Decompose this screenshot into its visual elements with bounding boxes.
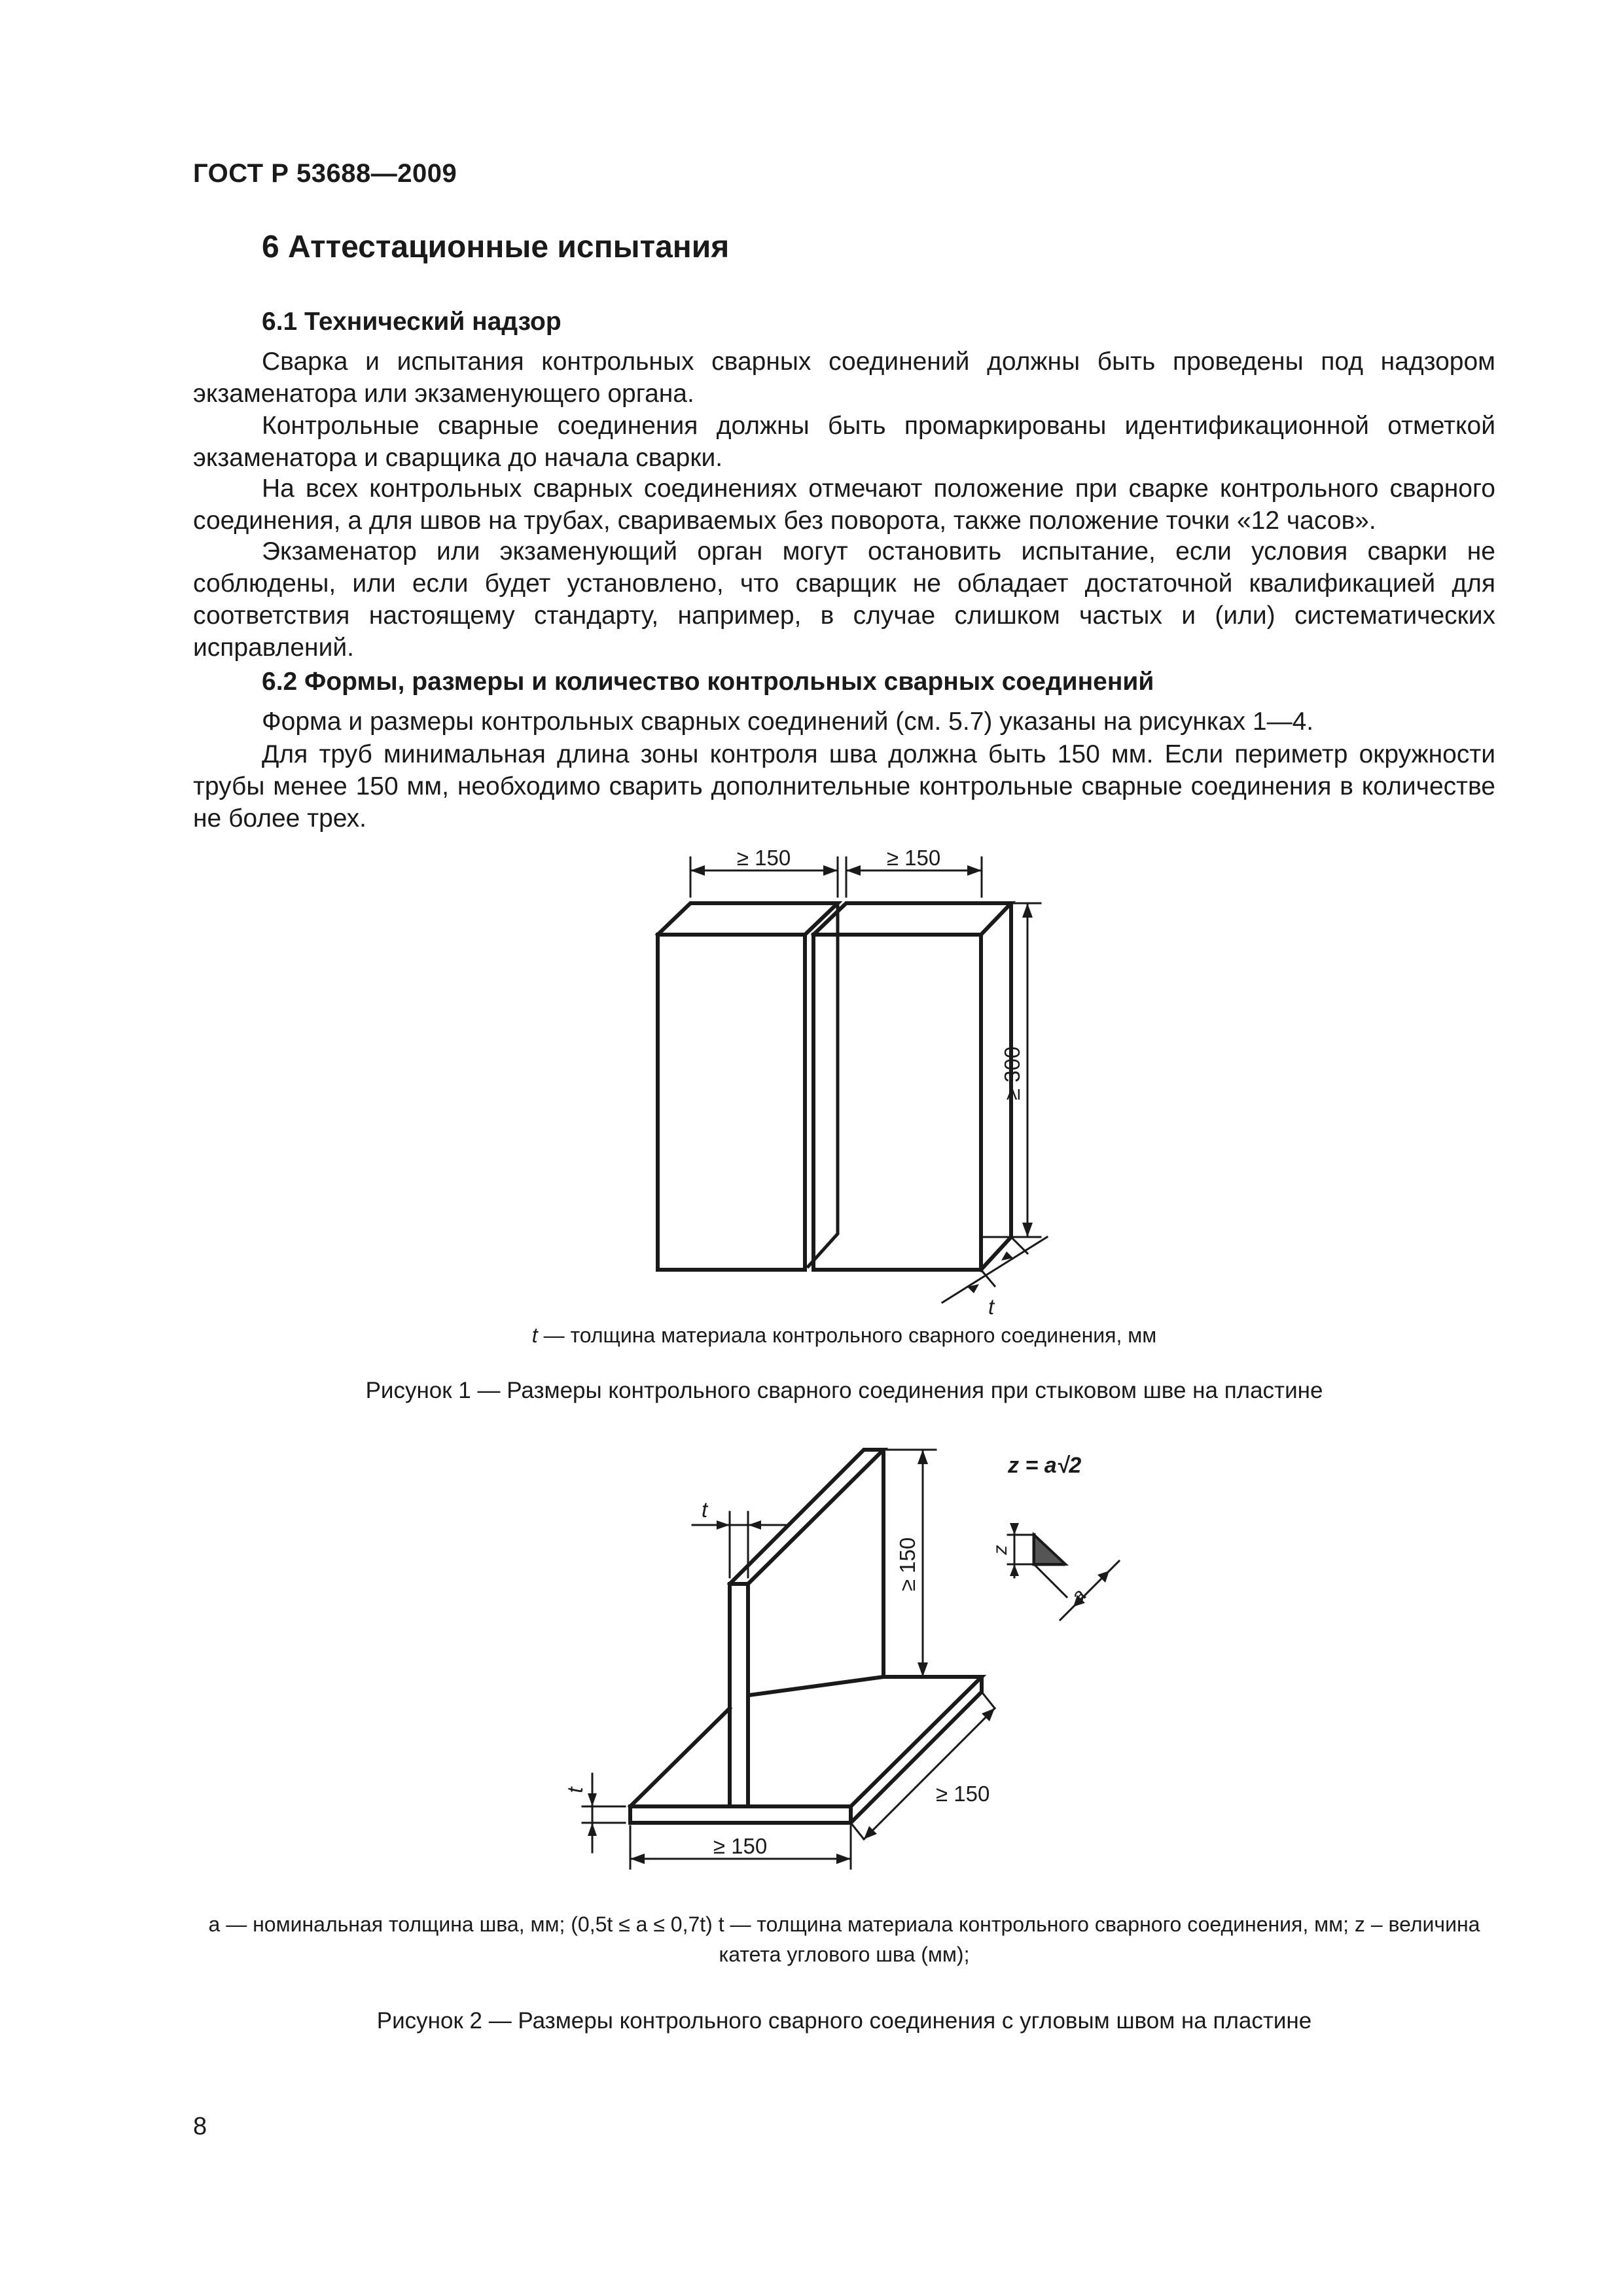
paragraph: На всех контрольных сварных соединениях отмечают положение при сварке контрольного сварного соединения, а для швов на трубах, свариваемых без поворота, также положение точки «12 часов». (193, 475, 1495, 535)
fig2-dim-height: ≥ 150 (895, 1537, 919, 1592)
paragraph: Контрольные сварные соединения должны быть промаркированы идентификационной отметкой экзаменатора и сварщика до начала сварки. (193, 412, 1495, 472)
page-number: 8 (193, 2113, 207, 2140)
note-symbol: t (531, 1323, 538, 1347)
fig1-dim-width-2: ≥ 150 (886, 846, 941, 870)
paragraph: Форма и размеры контрольных сварных соединений (см. 5.7) указаны на рисунках 1—4. (262, 708, 1314, 736)
vertical-plate-front (730, 1584, 748, 1806)
subsection-6-2-title: 6.2 Формы, размеры и количество контрольных сварных соединений (262, 668, 1154, 696)
fig2-dim-a: a (1067, 1584, 1090, 1607)
subsection-6-1-title: 6.1 Технический надзор (262, 308, 562, 336)
fig1-dim-width-1: ≥ 150 (736, 846, 791, 870)
paragraph: Экзаменатор или экзаменующий орган могут остановить испытание, если условия сварки не соблюдены, или если будет установлено, что сварщик не обладает достаточной квалификацией для соответствия настоящему стандарту, например, в случае слишком частых и (или) систематических исправлений. (193, 537, 1495, 662)
figure-2-note-line-1: a — номинальная толщина шва, мм; (0,5t ≤ a ≤ 0,7t) t — толщина материала контрольного сварного соединения, мм; z – величина (208, 1912, 1480, 1936)
vertical-plate-top (730, 1450, 883, 1584)
figure-2-caption: Рисунок 2 — Размеры контрольного сварного соединения с угловым швом на пластине (376, 2008, 1312, 2034)
fig2-dim-z: z (990, 1545, 1011, 1555)
fig1-dim-t: t (988, 1295, 995, 1319)
document-header: ГОСТ Р 53688—2009 (193, 159, 457, 188)
weld-section (1034, 1535, 1065, 1564)
fig2-dim-t-top: t (702, 1498, 708, 1522)
fig1-dim-height: ≥ 300 (1000, 1046, 1024, 1101)
fig2-dim-t-left: t (563, 1787, 587, 1793)
paragraph: Сварка и испытания контрольных сварных соединений должны быть проведены под надзором экзаменатора или экзаменующего органа. (193, 348, 1495, 408)
figure-1-caption: Рисунок 1 — Размеры контрольного сварного соединения при стыковом шве на пластине (365, 1378, 1323, 1403)
section-title: 6 Аттестационные испытания (262, 230, 730, 264)
fig2-dim-width: ≥ 150 (713, 1834, 768, 1858)
figure-2-note-line-2: катета углового шва (мм); (719, 1943, 970, 1966)
fig2-formula: z = a√2 (1008, 1453, 1082, 1478)
note-text: — толщина материала контрольного сварного соединения, мм (537, 1323, 1157, 1347)
paragraph: Для труб минимальная длина зоны контроля шва должна быть 150 мм. Если периметр окружности трубы менее 150 мм, необходимо сварить дополнительные контрольные сварные соединения в количестве не более трех. (193, 740, 1495, 833)
base-plate-front (630, 1806, 851, 1823)
fig2-dim-depth: ≥ 150 (936, 1782, 990, 1806)
